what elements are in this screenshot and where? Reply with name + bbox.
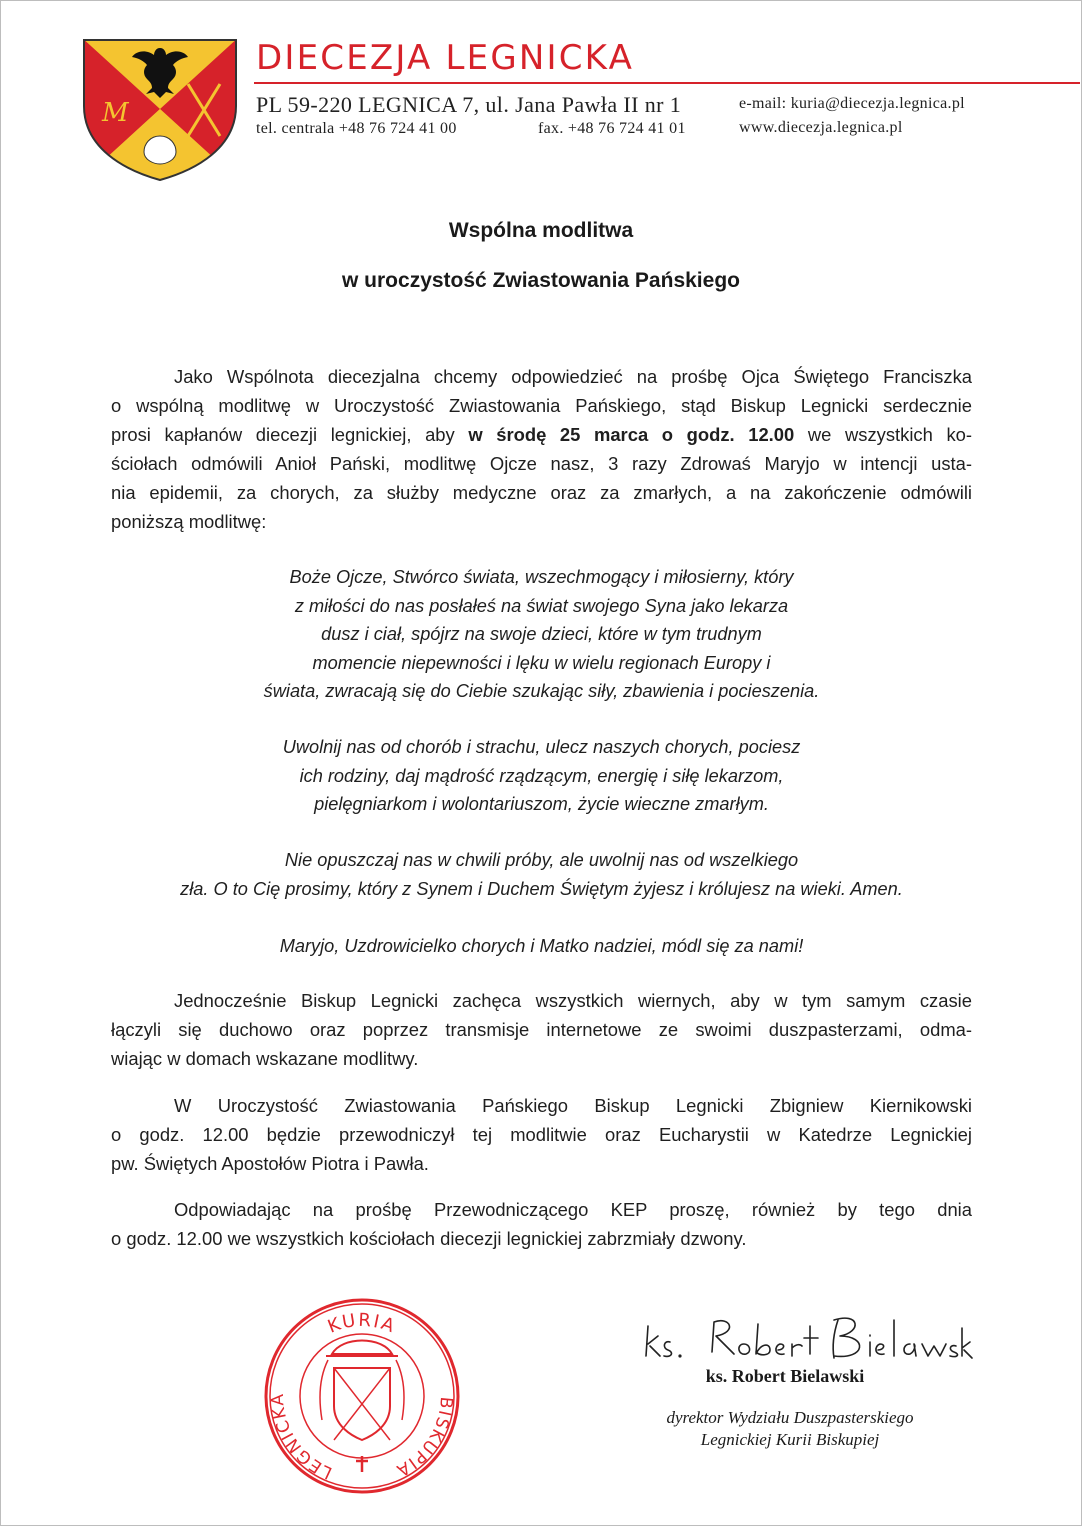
para3-line-2: o godz. 12.00 będzie przewodniczył tej modlitwie oraz Eucharystii w Katedrze Legnickiej [111, 1124, 972, 1145]
header-divider [254, 82, 1080, 84]
prayer-line: z miłości do nas posłałeś na świat swojego Syna jako lekarza [294, 595, 789, 616]
paragraph-bells [111, 1195, 972, 1253]
prayer-stanza-2 [111, 733, 972, 819]
prayer-closing-line: Maryjo, Uzdrowicielko chorych i Matko nadziei, módl się za nami! [279, 936, 804, 956]
svg-text:M: M [102, 98, 129, 128]
address-line: PL 59-220 LEGNICA 7, ul. Jana Pawła II nr 1 [256, 92, 682, 117]
para4-line-2: o godz. 12.00 we wszystkich kościołach diecezji legnickiej zabrzmiały dzwony. [111, 1228, 747, 1249]
signer-name: ks. Robert Bielawski [705, 1366, 865, 1386]
para3-line-3: pw. Świętych Apostołów Piotra i Pawła. [111, 1153, 429, 1174]
prayer-line: zła. O to Cię prosimy, który z Synem i Duchem Świętym żyjesz i królujesz na wieki. Amen. [180, 878, 903, 899]
intro-line-2: o wspólną modlitwę w Uroczystość Zwiastowania Pańskiego, stąd Biskup Legnicki serdecznie [111, 395, 972, 416]
stamp-text-left: LEGNICKA [267, 1392, 336, 1483]
paragraph-faithful [111, 986, 972, 1073]
prayer-line: Uwolnij nas od chorób i strachu, ulecz naszych chorych, pociesz [282, 737, 801, 757]
intro-line-5: nia epidemii, za chorych, za służby medyczne oraz za zmarłych, a na zakończenie odmówili [111, 482, 972, 503]
fax-line: fax. +48 76 724 41 01 [538, 120, 686, 137]
curia-seal-stamp [262, 1296, 462, 1496]
stamp-text-right: BISKUPIA [392, 1395, 457, 1481]
handwritten-signature [644, 1302, 974, 1372]
email-line: e-mail: kuria@diecezja.legnica.pl [739, 95, 965, 112]
document-title-line-1: Wspólna modlitwa [448, 219, 634, 242]
prayer-line: dusz i ciał, spójrz na swoje dzieci, które w tym trudnym [321, 624, 762, 645]
intro-line-4: ściołach odmówili Anioł Pański, modlitwę Ojcze nasz, 3 razy Zdrowaś Maryjo w intencji usta- [111, 453, 972, 474]
diocese-name: DIECEZJA LEGNICKA [256, 38, 635, 78]
prayer-line: ich rodziny, daj mądrość rządzącym, energię i siłę lekarzom, [299, 765, 784, 786]
prayer-line: momencie niepewności i lęku w wielu regionach Europy i [312, 652, 771, 673]
intro-line-6: poniższą modlitwę: [111, 511, 267, 532]
phone-line: tel. centrala +48 76 724 41 00 [256, 120, 457, 137]
intro-line-3-start: prosi kapłanów diecezji legnickiej, aby [111, 424, 469, 445]
intro-line-3 [111, 420, 972, 449]
website-line: www.diecezja.legnica.pl [739, 119, 903, 136]
prayer-stanza-1 [111, 563, 972, 706]
prayer-line: świata, zwracają się do Ciebie szukając siły, zbawienia i pocieszenia. [263, 681, 820, 702]
paragraph-bishop [111, 1091, 972, 1178]
stamp-text-top: KURIA [324, 1309, 399, 1338]
para2-line-3: wiając w domach wskazane modlitwy. [111, 1048, 419, 1069]
prayer-line: Nie opuszczaj nas w chwili próby, ale uwolnij nas od wszelkiego [284, 850, 799, 870]
prayer-closing [111, 932, 972, 961]
intro-line-1: Jako Wspólnota diecezjalna chcemy odpowiedzieć na prośbę Ojca Świętego Franciszka [174, 366, 972, 387]
diocese-coat-of-arms-logo [80, 36, 240, 182]
para3-line-1: W Uroczystość Zwiastowania Pańskiego Biskup Legnicki Zbigniew Kiernikowski [174, 1095, 972, 1116]
prayer-line: pielęgniarkom i wolontariuszom, życie wieczne zmarłym. [314, 794, 769, 815]
para4-line-1: Odpowiadając na prośbę Przewodniczącego KEP proszę, również by tego dnia [174, 1199, 972, 1220]
intro-line-3-end: we wszystkich ko- [794, 424, 972, 445]
prayer-stanza-3 [111, 846, 972, 903]
para2-line-2: łączyli się duchowo oraz poprzez transmisje internetowe ze swoimi duszpasterzami, odma- [111, 1019, 972, 1040]
intro-date-highlight: w środę 25 marca o godz. 12.00 [468, 424, 795, 445]
signer-role-line-2: Legnickiej Kurii Biskupiej [700, 1430, 880, 1449]
intro-paragraph [111, 362, 972, 536]
signer-role-line-1: dyrektor Wydziału Duszpasterskiego [666, 1408, 914, 1427]
prayer-line: Boże Ojcze, Stwórco świata, wszechmogący i miłosierny, który [289, 567, 794, 587]
document-title-line-2: w uroczystość Zwiastowania Pańskiego [342, 269, 740, 292]
para2-line-1: Jednocześnie Biskup Legnicki zachęca wszystkich wiernych, aby w tym samym czasie [174, 990, 972, 1011]
